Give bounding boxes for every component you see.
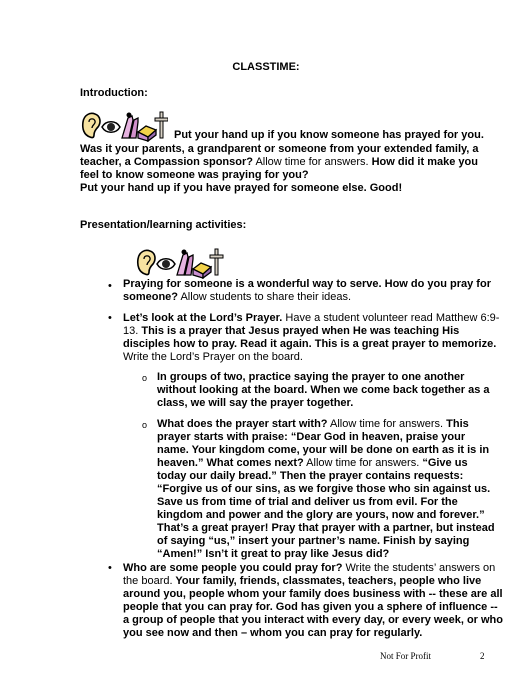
page-footer <box>380 651 485 661</box>
bullet3-text: Your family, friends, classmates, teachers, people who live around you, people whom your family does business with -- these are all people that you can pray for. God has given you a sphere of influence -- a group of people that you interact with every day, or every week, or who you see now and then – whom you can pray for regularly. <box>123 575 503 639</box>
sub-bullet-marker: o <box>142 373 148 383</box>
footer-text: Not For Profit <box>380 651 432 661</box>
bullet1-instruction: Allow students to share their ideas. <box>178 291 352 303</box>
bullet1-text: Praying for someone is a wonderful way to serve. How do you pray for someone? <box>123 278 491 303</box>
sub-bullet-marker: o <box>142 420 148 430</box>
list-item <box>108 562 503 642</box>
introduction-paragraph <box>80 110 492 195</box>
page-number: 2 <box>480 651 485 661</box>
bullet-marker: • <box>108 562 112 574</box>
presentation-heading: Presentation/learning activities: <box>80 219 247 231</box>
bullet2-text: This is a prayer that Jesus prayed when He was teaching His disciples how to pray. Read it again. This is a great prayer to memorize. <box>123 325 497 350</box>
bullet2-instruction-2: Write the Lord’s Prayer on the board. <box>123 351 303 363</box>
book-icon <box>138 126 156 141</box>
eye-icon <box>102 122 120 133</box>
sub2-question: What does the prayer start with? <box>157 418 328 430</box>
page-title: CLASSTIME: <box>232 61 300 73</box>
ear-icon <box>83 113 100 137</box>
senses-icon-strip <box>80 110 168 142</box>
cross-icon <box>155 112 168 138</box>
bullet3-question: Who are some people you could pray for? <box>123 562 343 574</box>
hands-icon <box>122 113 138 139</box>
sub2-text-2: “Give us today our daily bread.” Then the prayer contains requests: “Forgive us of our sins, as we forgive those who sin against us. Save us from time of trial and deliver us from evil. For the kingdom and power and the glory are yours, now and forever.” That’s a great prayer! Pray that prayer with a partner, but instead of saying “us,” insert your partner’s name. Finish by saying “Amen!” Isn’t it great to pray like Jesus did? <box>157 457 495 560</box>
intro-instruction: Allow time for answers. <box>253 156 369 168</box>
list-item <box>108 312 500 368</box>
bullet2-heading: Let’s look at the Lord’s Prayer. <box>123 312 283 324</box>
list-item <box>108 247 500 307</box>
intro-question-2: How did it make you feel to know someone was praying for you? <box>80 156 478 181</box>
bullet2-instruction: Have a student volunteer read Matthew 6:9-13. <box>123 312 500 337</box>
sub2-instruction-2: Allow time for answers. <box>303 457 420 469</box>
introduction-heading: Introduction: <box>80 87 148 99</box>
intro-line-1: Put your hand up if you know someone has prayed for you. <box>174 129 484 141</box>
sub2-instruction: Allow time for answers. <box>327 418 444 430</box>
bullet-marker: • <box>108 280 112 292</box>
intro-question: Was it your parents, a grandparent or someone from your extended family, a teacher, a Compassion sponsor? <box>80 143 479 168</box>
bullet3-instruction: Write the students’ answers on the board. <box>123 562 496 587</box>
sub1-text: In groups of two, practice saying the prayer to one another without looking at the board. When we come back together as a class, we will say the prayer together. <box>157 371 490 409</box>
sub2-text: This prayer starts with praise: “Dear God in heaven, praise your name. Your kingdom come, your will be done on earth as it is in heaven.” What comes next? <box>157 418 490 469</box>
list-item <box>142 418 498 558</box>
intro-line-3: Put your hand up if you have prayed for someone else. Good! <box>80 182 403 194</box>
bullet-marker: • <box>108 312 112 324</box>
